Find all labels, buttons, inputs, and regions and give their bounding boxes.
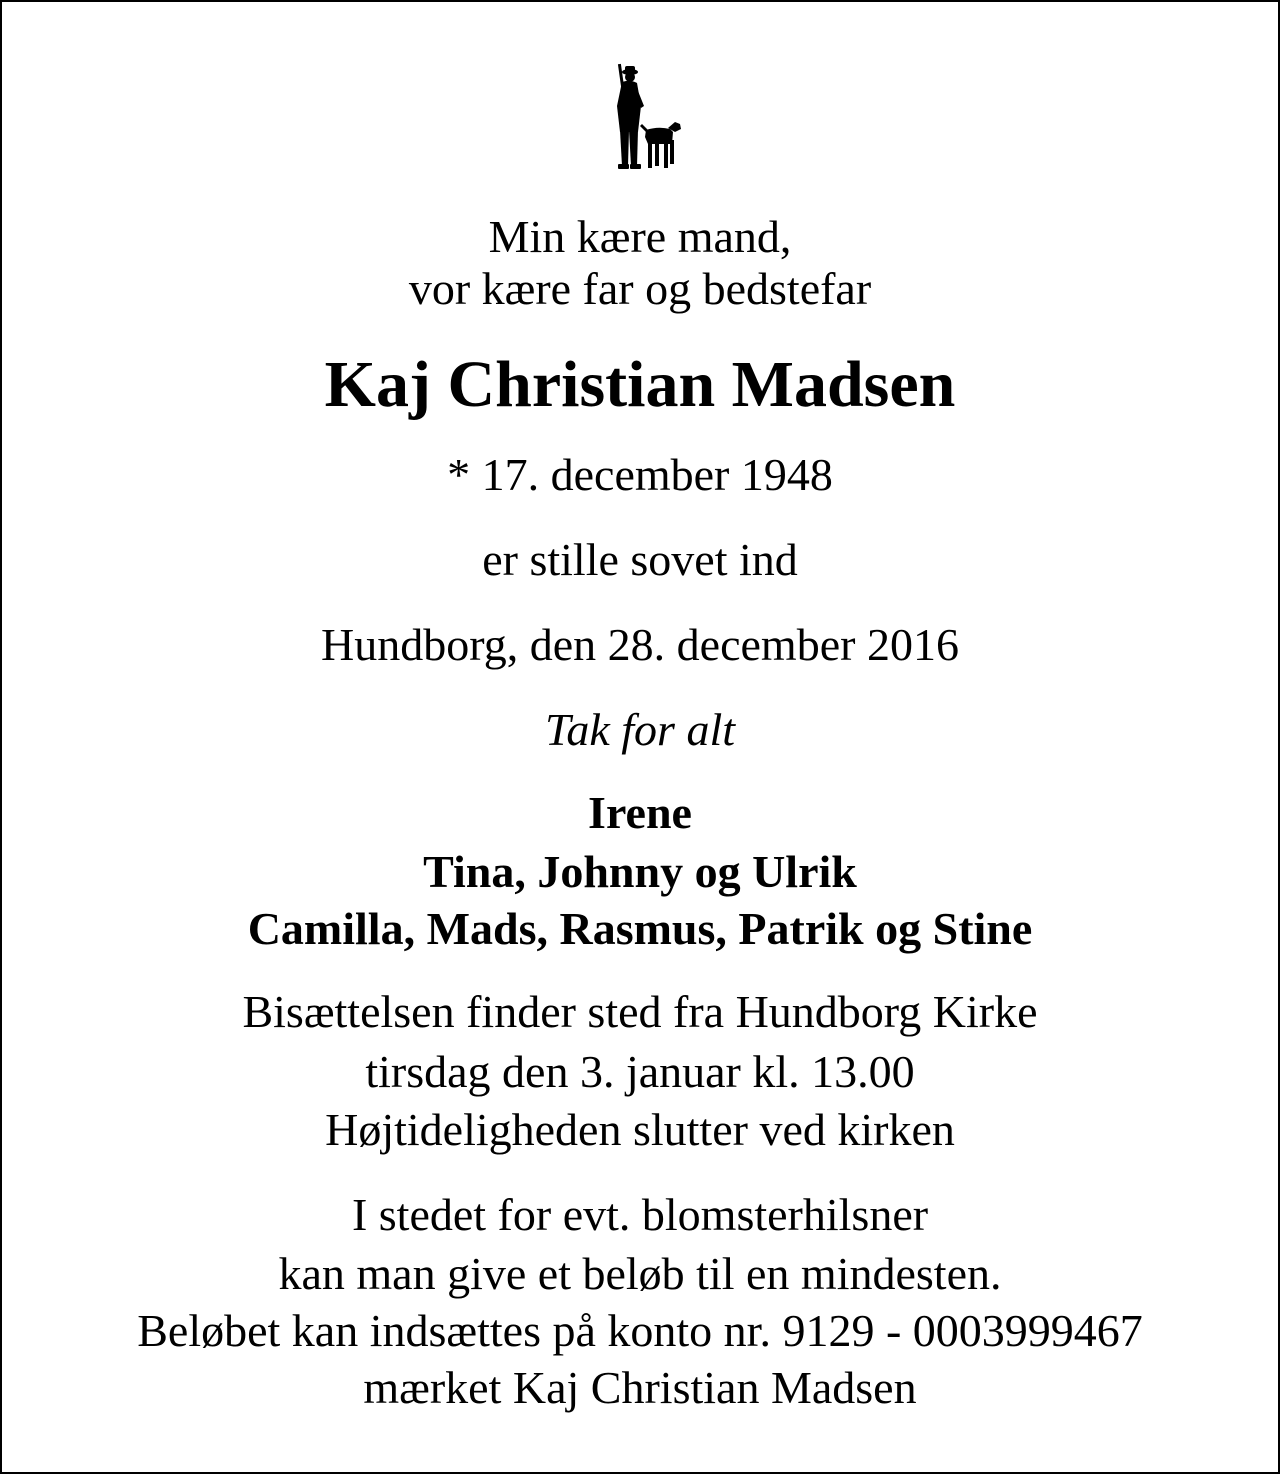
farewell-text: Tak for alt: [544, 704, 736, 755]
ceremony-line: tirsdag den 3. januar kl. 13.00: [365, 1046, 915, 1097]
donation-line: I stedet for evt. blomsterhilsner: [351, 1189, 929, 1240]
passing-phrase: er stille sovet ind: [482, 534, 798, 585]
ceremony-line: Bisættelsen finder sted fra Hundborg Kirke: [242, 986, 1038, 1037]
birth-date: * 17. december 1948: [447, 449, 833, 500]
donation-line: Beløbet kan indsættes på konto nr. 9129 - 0003999467: [137, 1305, 1143, 1356]
family-line: Irene: [588, 787, 692, 838]
intro-line-1: Min kære mand,: [488, 211, 792, 262]
donation-line: mærket Kaj Christian Madsen: [363, 1362, 917, 1413]
hunter-with-dog-icon: [600, 62, 682, 172]
intro-line-2: vor kære far og bedstefar: [408, 263, 872, 314]
donation-line: kan man give et beløb til en mindesten.: [278, 1248, 1002, 1299]
deceased-name: Kaj Christian Madsen: [324, 348, 956, 421]
place-and-date-of-death: Hundborg, den 28. december 2016: [321, 619, 959, 670]
family-line: Tina, Johnny og Ulrik: [423, 846, 857, 897]
family-line: Camilla, Mads, Rasmus, Patrik og Stine: [247, 903, 1033, 954]
ceremony-line: Højtideligheden slutter ved kirken: [325, 1104, 955, 1155]
